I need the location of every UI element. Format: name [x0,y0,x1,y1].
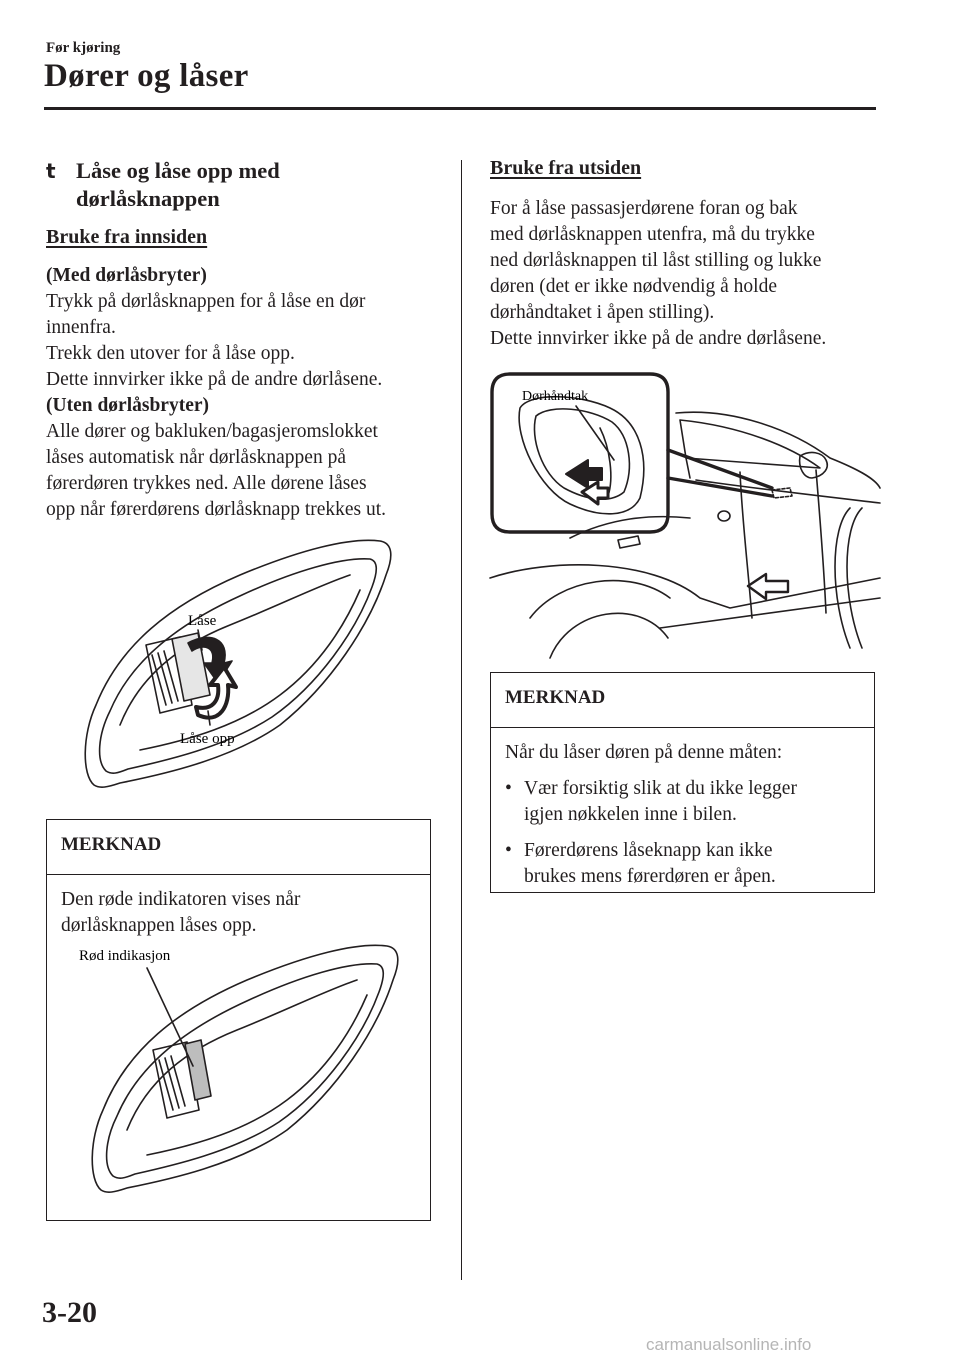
text-line: døren (det er ikke nødvendig å holde [490,276,777,297]
text-line: opp når førerdørens dørlåsknapp trekkes ut. [46,499,387,520]
red-indicator-label: Rød indikasjon [79,948,171,964]
without-switch-label: (Uten dørlåsbryter) [46,395,209,416]
section-label: Før kjøring [46,40,121,56]
text-line: låses automatisk når dørlåsknappen på [46,447,346,468]
text-line: Dette innvirker ikke på de andre dørlåsene. [490,328,827,349]
note-bullet [505,838,860,890]
heading-line-2: dørlåsknappen [76,186,220,211]
note-intro: Når du låser døren på denne måten: [505,742,783,763]
note-title: MERKNAD [47,820,430,875]
bullet-line: Førerdørens låseknapp kan ikke [524,840,773,861]
bullet-line: igjen nøkkelen inne i bilen. [524,804,737,825]
section-heading [46,157,280,212]
text-line: Trykk på dørlåsknappen for å låse en dør [46,291,366,312]
text-line: ned dørlåsknappen til låst stilling og lukke [490,250,822,271]
text-line: Dette innvirker ikke på de andre dørlåsene. [46,369,383,390]
car-door-outside-illustration [490,368,880,658]
subheading-inside: Bruke fra innsiden [46,226,208,248]
subheading-outside: Bruke fra utsiden [490,157,642,179]
inside-instructions [46,263,441,523]
page-number: 3-20 [42,1296,97,1329]
red-indicator-illustration [79,940,407,1200]
text-line: Alle dører og bakluken/bagasjeromslokket [46,421,378,442]
note-line: dørlåsknappen låses opp. [61,915,257,936]
column-divider [461,160,462,1280]
title-divider [44,107,876,110]
door-lock-button-illustration [80,535,400,795]
heading-line-1: Låse og låse opp med [76,158,280,183]
bullet-line: Vær forsiktig slik at du ikke legger [524,778,797,799]
watermark: carmanualsonline.info [646,1335,812,1354]
note-bullet-list [505,776,860,890]
text-line: innenfra. [46,317,116,338]
text-line: Trekk den utover for å låse opp. [46,343,295,364]
heading-bullet-icon: t [46,159,56,183]
text-line: dørhåndtaket i åpen stilling). [490,302,715,323]
note-bullet [505,776,860,828]
note-title: MERKNAD [491,673,874,728]
lock-label: Låse [188,613,217,629]
door-handle-label: Dørhåndtak [522,389,589,404]
unlock-label: Låse opp [180,731,235,747]
page-title: Dører og låser [44,58,249,94]
outside-instructions [490,196,880,352]
text-line: For å låse passasjerdørene foran og bak [490,198,798,219]
text-line: førerdøren trykkes ned. Alle dørene låses [46,473,367,494]
note-body [47,875,430,939]
bullet-line: brukes mens førerdøren er åpen. [524,866,776,887]
note-body [491,728,874,890]
note-box-red-indicator [46,819,431,1221]
text-line: med dørlåsknappen utenfra, må du trykke [490,224,815,245]
note-line: Den røde indikatoren vises når [61,889,301,910]
note-box-outside-lock [490,672,875,893]
with-switch-label: (Med dørlåsbryter) [46,265,207,286]
